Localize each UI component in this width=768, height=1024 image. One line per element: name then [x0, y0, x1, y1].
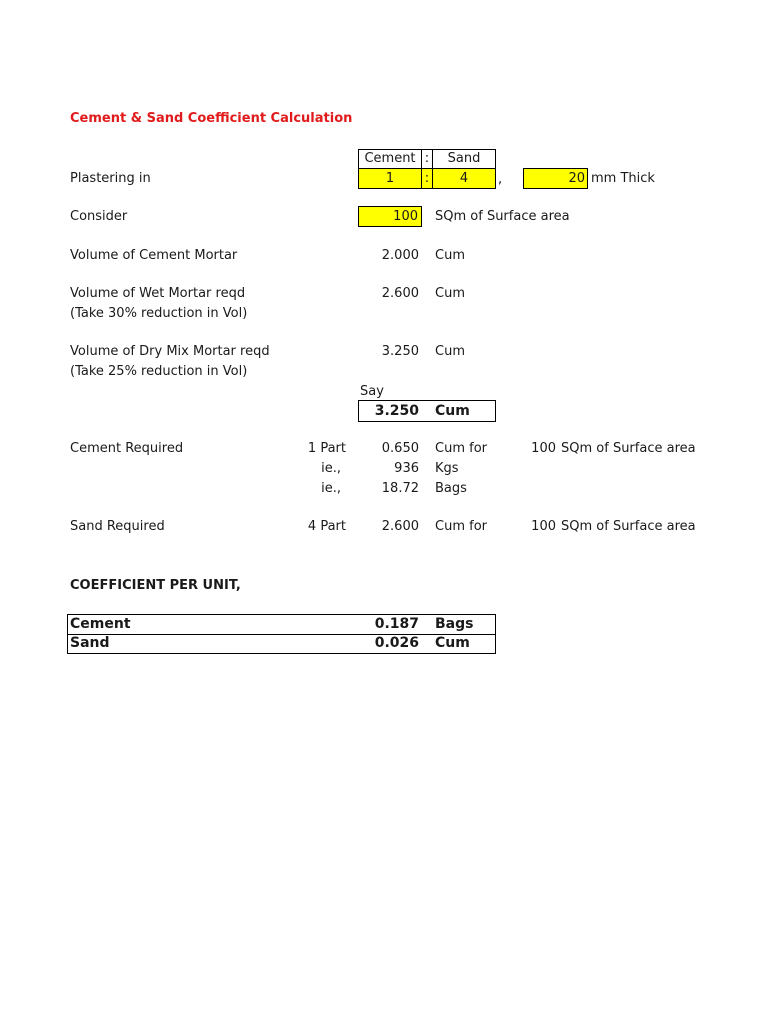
wet-mortar-value: 2.600	[381, 286, 419, 301]
coefficient-row-sand[interactable]	[68, 634, 495, 653]
sheet-title: Cement & Sand Coefficient Calculation	[70, 111, 353, 126]
wet-mortar-label: Volume of Wet Mortar reqd	[70, 286, 246, 301]
cement-mortar-label: Volume of Cement Mortar	[70, 248, 238, 263]
cement-kgs-value: 936	[394, 461, 419, 476]
sand-required-label: Sand Required	[70, 519, 165, 534]
thickness-unit: mm Thick	[591, 171, 655, 186]
dry-mortar-label: Volume of Dry Mix Mortar reqd	[70, 344, 270, 359]
coefficient-table	[67, 614, 496, 654]
sand-required-unit: Cum for	[435, 519, 487, 534]
sand-area-value: 100	[531, 519, 556, 534]
wet-mortar-unit: Cum	[435, 286, 465, 301]
ratio-separator-cell[interactable]: :	[421, 168, 433, 189]
say-unit: Cum	[435, 403, 470, 419]
cement-bags-value: 18.72	[381, 481, 419, 496]
cement-ratio-input[interactable]: 1	[358, 168, 422, 189]
say-total-box[interactable]	[358, 400, 496, 422]
say-label: Say	[360, 384, 384, 399]
dry-mortar-value: 3.250	[381, 344, 419, 359]
surface-area-unit: SQm of Surface area	[435, 209, 570, 224]
cement-header-cell[interactable]: Cement	[358, 149, 422, 169]
cement-part: 1 Part	[307, 441, 346, 456]
cement-required-value: 0.650	[381, 441, 419, 456]
wet-mortar-note: (Take 30% reduction in Vol)	[70, 306, 248, 321]
coefficient-row-unit: Bags	[435, 616, 474, 632]
comma-separator: ,	[498, 172, 503, 187]
coefficient-row-cement[interactable]	[68, 615, 495, 635]
cement-kgs-unit: Kgs	[435, 461, 459, 476]
cement-mortar-unit: Cum	[435, 248, 465, 263]
coefficient-row-value: 0.026	[374, 635, 419, 651]
dry-mortar-unit: Cum	[435, 344, 465, 359]
coefficient-heading: COEFFICIENT PER UNIT,	[70, 578, 241, 593]
coefficient-row-label: Sand	[70, 635, 110, 651]
sand-part: 4 Part	[307, 519, 346, 534]
sand-header-cell[interactable]: Sand	[432, 149, 496, 169]
surface-area-input[interactable]: 100	[358, 206, 422, 227]
cement-required-unit: Cum for	[435, 441, 487, 456]
header-separator-cell[interactable]: :	[421, 149, 433, 169]
sand-area-unit: SQm of Surface area	[561, 519, 696, 534]
coefficient-row-unit: Cum	[435, 635, 470, 651]
sand-required-value: 2.600	[381, 519, 419, 534]
cement-area-unit: SQm of Surface area	[561, 441, 696, 456]
consider-label: Consider	[70, 209, 128, 224]
say-value: 3.250	[374, 403, 419, 419]
cement-area-value: 100	[531, 441, 556, 456]
cement-required-label: Cement Required	[70, 441, 184, 456]
cement-mortar-value: 2.000	[381, 248, 419, 263]
coefficient-row-label: Cement	[70, 616, 131, 632]
cement-bags-unit: Bags	[435, 481, 467, 496]
thickness-input[interactable]: 20	[523, 168, 588, 189]
sand-ratio-input[interactable]: 4	[432, 168, 496, 189]
plastering-label: Plastering in	[70, 171, 151, 186]
coefficient-row-value: 0.187	[374, 616, 419, 632]
cement-ie-kgs: ie.,	[321, 461, 341, 476]
cement-ie-bags: ie.,	[321, 481, 341, 496]
dry-mortar-note: (Take 25% reduction in Vol)	[70, 364, 248, 379]
